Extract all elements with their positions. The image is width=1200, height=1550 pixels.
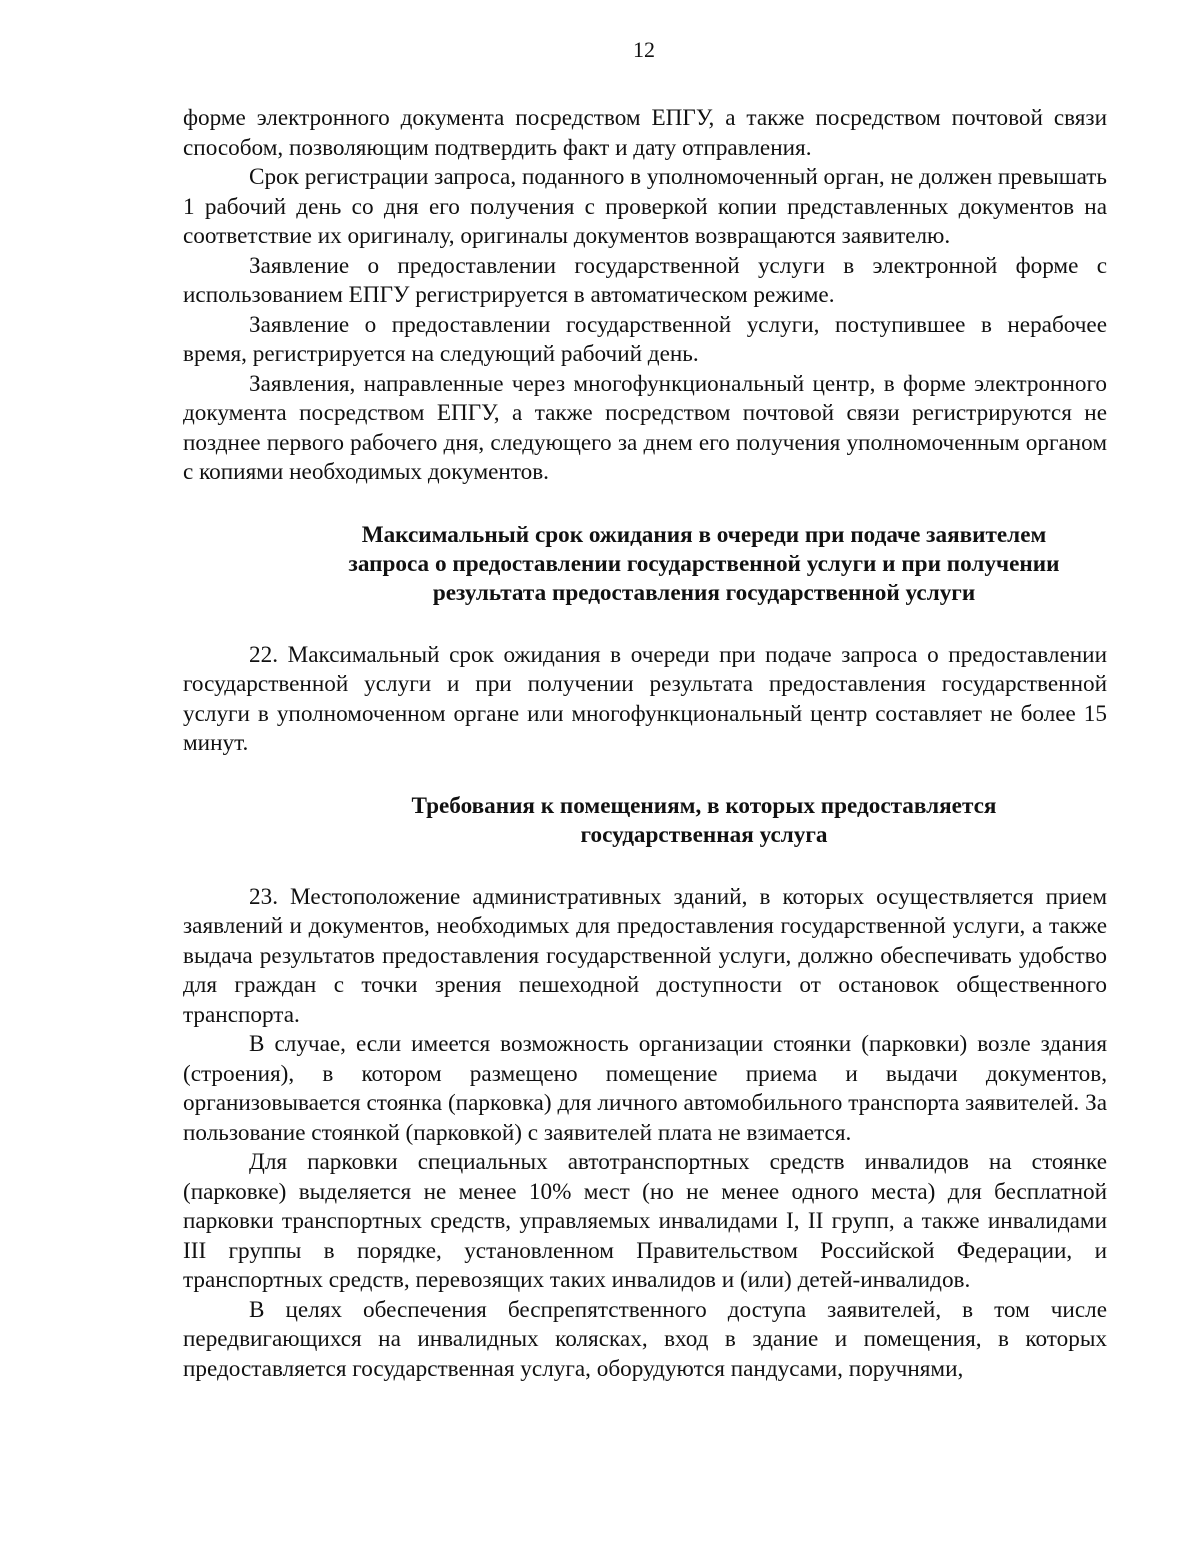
section-heading-premises <box>183 792 1107 850</box>
paragraph-23-3: Для парковки специальных автотранспортных средств инвалидов на стоянке (парковке) выделяется не менее 10% мест (но не менее одного места) для бесплатной парковки транспортных средств, управляемых инвалидами I, II групп, а также инвалидами III группы в порядке, установленном Правительством Российской Федерации, и транспортных средств, перевозящих таких инвалидов и (или) детей-инвалидов. <box>183 1149 1107 1293</box>
spacer <box>183 608 1107 641</box>
paragraph-top-4: Заявление о предоставлении государственной услуги, поступившее в нерабочее время, регистрируется на следующий рабочий день. <box>183 311 1107 367</box>
spacer <box>183 759 1107 792</box>
paragraph-top-2: Срок регистрации запроса, поданного в уполномоченный орган, не должен превышать 1 рабочий день со дня его получения с проверкой копии представленных документов на соответствие их оригиналу, оригиналы документов возвращаются заявителю. <box>183 164 1107 249</box>
paragraph-23-1: 23. Местоположение административных зданий, в которых осуществляется прием заявлений и документов, необходимых для предоставления государственной услуги, а также выдача результатов предоставления государственной услуги, должно обеспечивать удобство для граждан с точки зрения пешеходной доступности от остановок общественного транспорта. <box>183 883 1107 1028</box>
heading-line: результата предоставления государственной услуги <box>432 579 976 606</box>
heading-line: государственная услуга <box>580 821 828 848</box>
paragraph-23-4: В целях обеспечения беспрепятственного доступа заявителей, в том числе передвигающихся на инвалидных колясках, вход в здание и помещения, в которых предоставляется государственная услуга, оборудуются пандусами, поручнями, <box>183 1296 1107 1382</box>
spacer <box>183 850 1107 883</box>
heading-line: запроса о предоставлении государственной услуги и при получении <box>348 550 1060 577</box>
paragraph-23-2: В случае, если имеется возможность организации стоянки (парковки) возле здания (строения), в котором размещено помещение приема и выдачи документов, организовывается стоянка (парковка) для личного автомобильного транспорта заявителей. За пользование стоянкой (парковкой) с заявителей плата не взимается. <box>183 1031 1107 1146</box>
heading-line: Максимальный срок ожидания в очереди при подаче заявителем <box>361 521 1047 548</box>
spacer <box>183 488 1107 521</box>
page-number: 12 <box>633 37 655 62</box>
paragraph-top-5: Заявления, направленные через многофункциональный центр, в форме электронного документа посредством ЕПГУ, а также посредством почтовой связи регистрируются не позднее первого рабочего дня, следующего за днем его получения уполномоченным органом с копиями необходимых документов. <box>183 370 1107 485</box>
paragraph-top-3: Заявление о предоставлении государственной услуги в электронной форме с использованием ЕПГУ регистрируется в автоматическом режиме. <box>183 252 1107 308</box>
heading-line: Требования к помещениям, в которых предоставляется <box>411 792 997 819</box>
section-heading-queue-time <box>183 521 1107 608</box>
document-body <box>183 104 1107 1384</box>
paragraph-top-1: форме электронного документа посредством ЕПГУ, а также посредством почтовой связи способом, позволяющим подтвердить факт и дату отправления. <box>183 105 1107 161</box>
paragraph-22: 22. Максимальный срок ожидания в очереди при подаче запроса о предоставлении государственной услуги и при получении результата предоставления государственной услуги в уполномоченном органе или многофункциональный центр составляет не более 15 минут. <box>183 641 1107 756</box>
